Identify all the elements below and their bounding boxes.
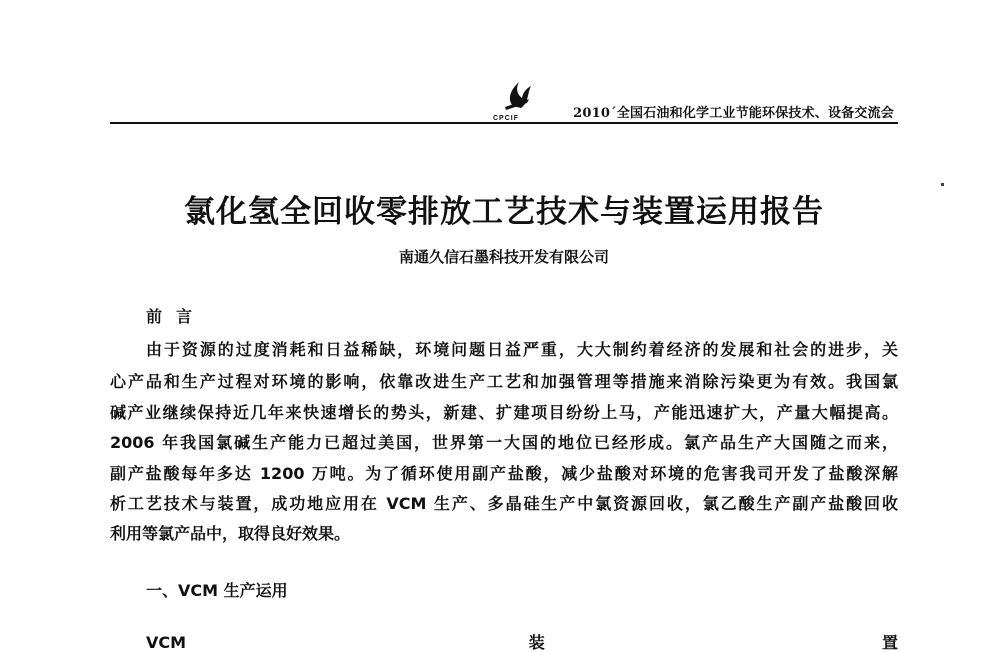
section-heading: 一、VCM 生产运用 <box>146 581 288 600</box>
scan-speck <box>941 183 944 186</box>
partial-body-line: VCM 装置 <box>146 633 898 652</box>
page-header <box>110 72 898 124</box>
preface-line: 心产品和生产过程对环境的影响，依靠改进生产工艺和加强管理等措施来消除污染更为有效。我国氯 <box>110 372 898 391</box>
preface-heading: 前言 <box>146 307 207 326</box>
conference-logo <box>493 76 543 122</box>
author-company: 南通久信石墨科技开发有限公司 <box>398 248 609 266</box>
preface-line: 析工艺技术与装置，成功地应用在 VCM 生产、多晶硅生产中氯资源回收，氯乙酸生产副产盐酸回收 <box>110 494 898 513</box>
preface-line: 副产盐酸每年多达 1200 万吨。为了循环使用副产盐酸，减少盐酸对环境的危害我司开发了盐酸深解 <box>110 464 898 483</box>
preface-line: 由于资源的过度消耗和日益稀缺，环境问题日益严重，大大制约着经济的发展和社会的进步，关 <box>146 340 898 359</box>
header-divider <box>110 122 898 124</box>
logo-text: CPCIF <box>493 115 519 122</box>
preface-line: 碱产业继续保持近几年来快速增长的势头，新建、扩建项目纷纷上马，产能迅速扩大，产量大幅提高。 <box>110 403 898 422</box>
paper-title: 氯化氢全回收零排放工艺技术与装置运用报告 <box>184 194 824 230</box>
preface-line: 2006 年我国氯碱生产能力已超过美国，世界第一大国的地位已经形成。氯产品生产大国随之而来， <box>110 433 898 452</box>
preface-line: 利用等氯产品中，取得良好效果。 <box>110 524 351 543</box>
conference-title: 2010´全国石油和化学工业节能环保技术、设备交流会 <box>573 106 894 121</box>
